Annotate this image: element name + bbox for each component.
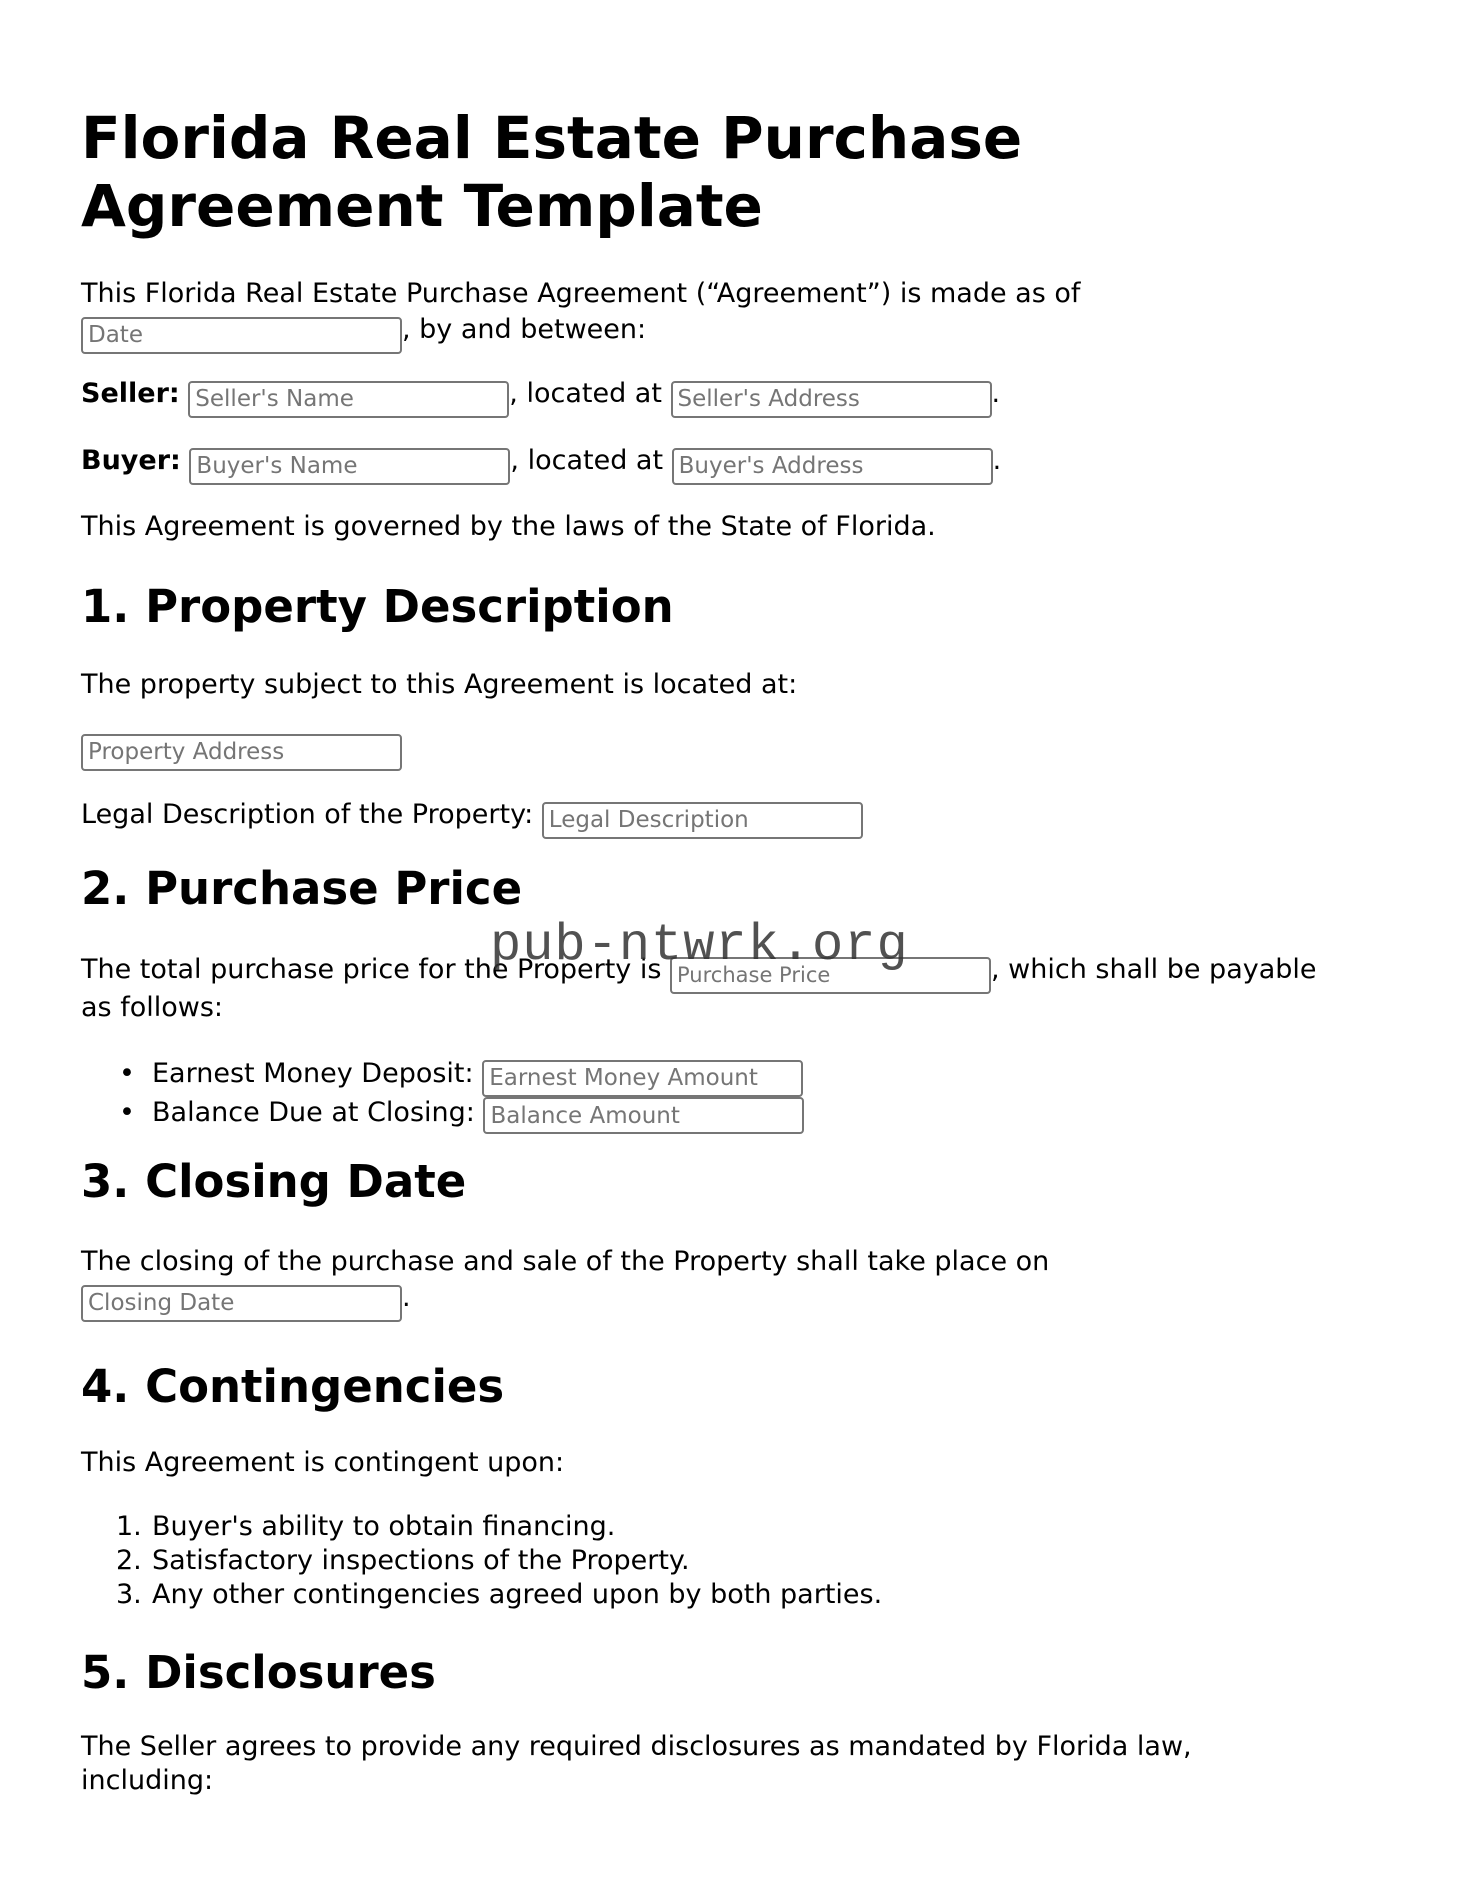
buyer-located-at: , located at: [510, 445, 664, 476]
section-heading-contingencies: 4. Contingencies: [81, 1360, 505, 1413]
watermark-text: pub-ntwrk.org: [490, 916, 909, 975]
list-number: 3.: [116, 1579, 142, 1610]
purchase-price-text-after: , which shall be payable: [991, 954, 1317, 985]
title-line-2: Agreement Template: [81, 172, 763, 240]
section-heading-property: 1. Property Description: [81, 580, 674, 633]
list-item-balance-due: [119, 1094, 804, 1133]
disclosures-paragraph: [81, 1730, 1192, 1798]
list-number: 2.: [116, 1545, 142, 1576]
buyer-line: [81, 443, 1001, 481]
intro-text: This Florida Real Estate Purchase Agreement (“Agreement”) is made as of: [81, 278, 1081, 309]
balance-due-label: Balance Due at Closing:: [152, 1096, 475, 1128]
buyer-end: .: [992, 445, 1002, 476]
bullet-icon: •: [119, 1058, 135, 1089]
list-item-text: Any other contingencies agreed upon by both parties.: [152, 1579, 883, 1610]
list-item: [116, 1544, 882, 1578]
property-intro-text: The property subject to this Agreement is located at:: [81, 669, 798, 700]
bullet-icon: •: [119, 1096, 135, 1128]
section-heading-closing: 3. Closing Date: [81, 1155, 467, 1208]
property-address-input[interactable]: [81, 734, 402, 771]
legal-description-line: [81, 797, 863, 835]
balance-amount-input[interactable]: [483, 1097, 804, 1134]
seller-line: [81, 376, 1000, 414]
contingencies-intro-text: This Agreement is contingent upon:: [81, 1447, 565, 1478]
seller-name-input[interactable]: [188, 381, 509, 418]
disclosures-text-line2: including:: [81, 1765, 214, 1796]
governing-law-text: This Agreement is governed by the laws of the State of Florida.: [81, 511, 936, 542]
earnest-money-input[interactable]: [482, 1060, 803, 1097]
agreement-date-input[interactable]: [81, 317, 402, 354]
intro-paragraph: [81, 276, 1080, 350]
section-heading-disclosures: 5. Disclosures: [81, 1646, 436, 1699]
payment-list: [119, 1055, 804, 1132]
buyer-name-input[interactable]: [189, 448, 510, 485]
list-item-text: Buyer's ability to obtain financing.: [152, 1511, 616, 1542]
buyer-label: Buyer:: [81, 445, 181, 476]
property-address-line: [81, 729, 402, 767]
earnest-money-label: Earnest Money Deposit:: [152, 1058, 474, 1089]
purchase-price-text-line2: as follows:: [81, 991, 223, 1023]
closing-date-input[interactable]: [81, 1285, 402, 1322]
disclosures-text-line1: The Seller agrees to provide any required disclosures as mandated by Florida law,: [81, 1731, 1192, 1762]
intro-text-after: , by and between:: [402, 314, 647, 345]
list-item-text: Satisfactory inspections of the Property.: [152, 1545, 690, 1576]
contingencies-list: [116, 1510, 883, 1612]
legal-description-input[interactable]: [542, 802, 863, 839]
list-item: [116, 1578, 883, 1612]
list-item: [116, 1510, 882, 1544]
page-title: [81, 104, 1022, 240]
section-heading-price: 2. Purchase Price: [81, 862, 523, 915]
closing-paragraph: [81, 1244, 1049, 1318]
purchase-price-text: The total purchase price for the Property is: [81, 954, 662, 985]
buyer-address-input[interactable]: [672, 448, 993, 485]
title-line-1: Florida Real Estate Purchase: [81, 104, 1023, 172]
seller-address-input[interactable]: [671, 381, 992, 418]
purchase-price-paragraph: [81, 952, 1317, 1026]
list-number: 1.: [116, 1511, 142, 1542]
list-item-earnest-money: [119, 1055, 804, 1094]
closing-text: The closing of the purchase and sale of the Property shall take place on: [81, 1246, 1050, 1277]
seller-label: Seller:: [81, 378, 180, 409]
seller-end: .: [991, 378, 1001, 409]
closing-end: .: [402, 1282, 411, 1313]
legal-description-label: Legal Description of the Property:: [81, 799, 534, 830]
seller-located-at: , located at: [509, 378, 662, 409]
purchase-price-input[interactable]: [670, 957, 991, 994]
